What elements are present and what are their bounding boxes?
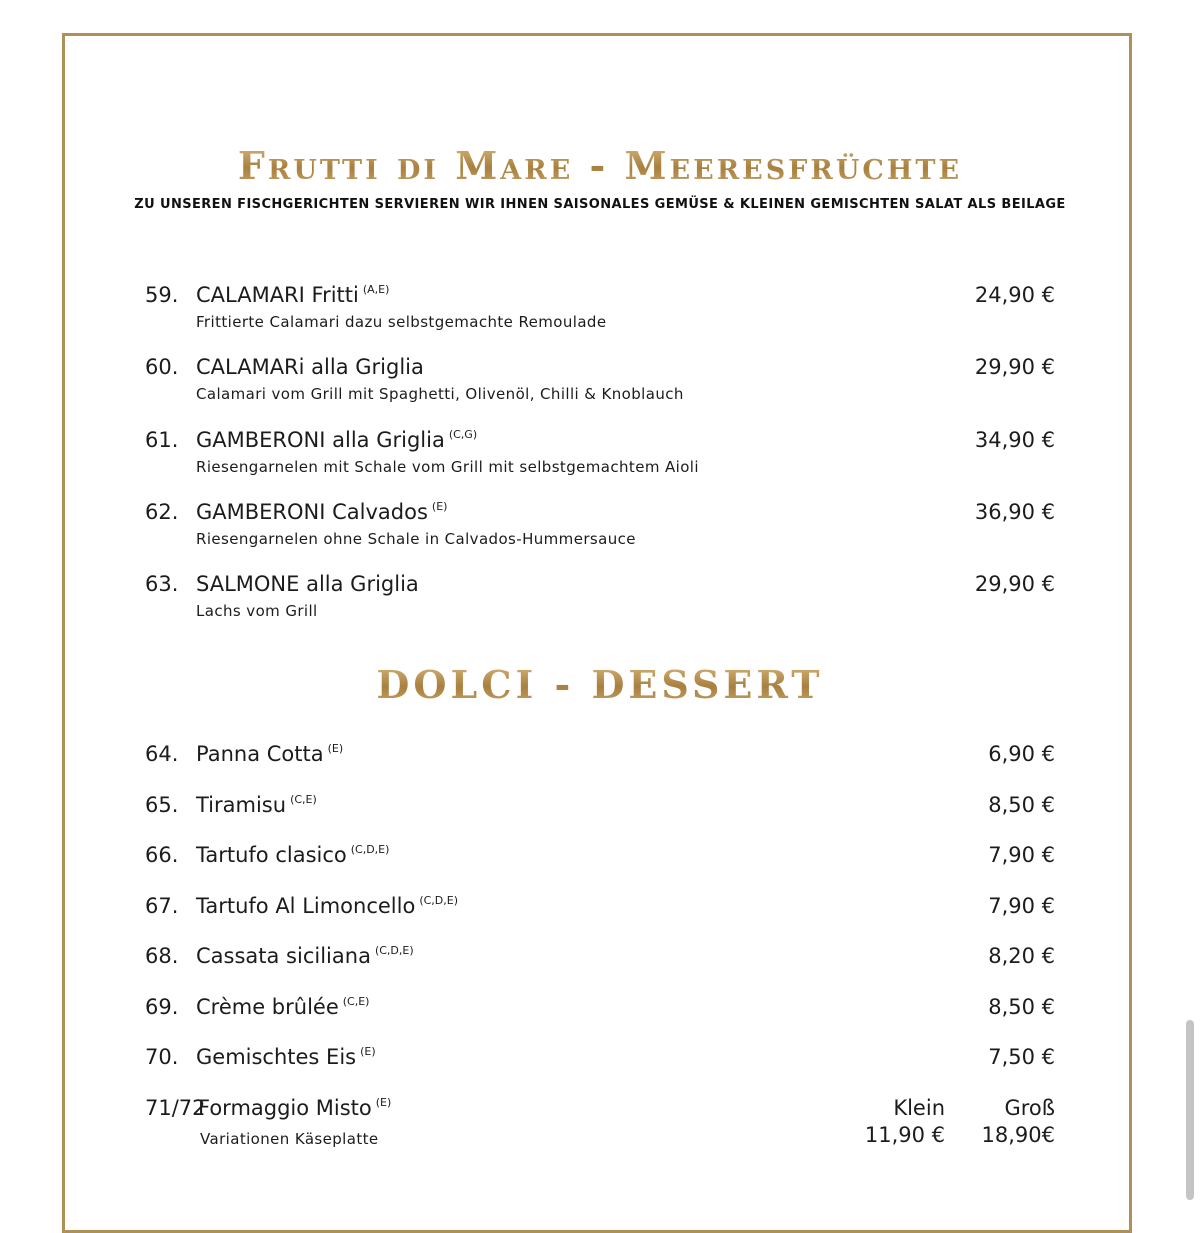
item-name-wrap — [196, 428, 477, 452]
section-title-seafood: Frutti di Mare - Meeresfrüchte — [0, 143, 1200, 188]
item-name-wrap — [196, 1045, 376, 1069]
item-price: 7,90 € — [988, 894, 1055, 918]
section-title-dessert: DOLCI - DESSERT — [0, 662, 1200, 707]
item-description: Riesengarnelen ohne Schale in Calvados-Hummersauce — [196, 530, 636, 548]
item-number: 65. — [145, 793, 179, 817]
item-name: CALAMARI Fritti — [196, 283, 359, 307]
item-price: 6,90 € — [988, 742, 1055, 766]
item-price: 36,90 € — [974, 500, 1055, 524]
item-description: Lachs vom Grill — [196, 602, 318, 620]
item-price: 8,20 € — [988, 944, 1055, 968]
item-number: 64. — [145, 742, 179, 766]
item-name: Cassata siciliana — [196, 944, 371, 968]
item-name: Tartufo Al Limoncello — [196, 894, 416, 918]
item-name: Panna Cotta — [196, 742, 324, 766]
item-name-wrap — [198, 1096, 391, 1120]
item-price: 29,90 € — [974, 572, 1055, 596]
item-allergens: (C,E) — [342, 995, 370, 1008]
item-name: CALAMARi alla Griglia — [196, 355, 424, 379]
item-number: 67. — [145, 894, 179, 918]
item-name: GAMBERONI alla Griglia — [196, 428, 445, 452]
section-subtitle-seafood: ZU UNSEREN FISCHGERICHTEN SERVIEREN WIR IHNEN SAISONALES GEMÜSE & KLEINEN GEMISCHTEN SALAT ALS BEILAGE — [134, 197, 1066, 212]
price-small: 11,90 € — [864, 1123, 945, 1147]
item-allergens: (C,D,E) — [350, 843, 390, 856]
scrollbar[interactable] — [1186, 1020, 1194, 1200]
item-allergens: (E) — [327, 742, 344, 755]
item-price: 8,50 € — [988, 793, 1055, 817]
size-label-small: Klein — [893, 1096, 945, 1120]
item-allergens: (C,G) — [448, 428, 478, 441]
item-number: 62. — [145, 500, 179, 524]
item-price: 29,90 € — [974, 355, 1055, 379]
item-name-wrap — [196, 843, 389, 867]
item-name: Formaggio Misto — [198, 1096, 372, 1120]
item-allergens: (C,D,E) — [419, 894, 459, 907]
item-name-wrap — [196, 742, 343, 766]
item-number: 61. — [145, 428, 179, 452]
item-price: 8,50 € — [988, 995, 1055, 1019]
item-number: 63. — [145, 572, 179, 596]
size-label-large: Groß — [1004, 1096, 1055, 1120]
item-name: SALMONE alla Griglia — [196, 572, 419, 596]
item-allergens: (E) — [431, 500, 448, 513]
item-name-wrap — [196, 283, 389, 307]
item-number: 70. — [145, 1045, 179, 1069]
item-number: 66. — [145, 843, 179, 867]
item-number: 60. — [145, 355, 179, 379]
item-name-wrap — [196, 355, 424, 379]
item-name: Crème brûlée — [196, 995, 339, 1019]
item-name-wrap — [196, 995, 369, 1019]
item-name: GAMBERONI Calvados — [196, 500, 428, 524]
item-name: Gemischtes Eis — [196, 1045, 357, 1069]
item-allergens: (E) — [360, 1045, 376, 1058]
item-name-wrap — [196, 894, 458, 918]
item-description: Calamari vom Grill mit Spaghetti, Olivenöl, Chilli & Knoblauch — [196, 385, 684, 403]
item-description: Frittierte Calamari dazu selbstgemachte Remoulade — [196, 313, 607, 331]
item-number: 59. — [145, 283, 179, 307]
item-description: Riesengarnelen mit Schale vom Grill mit selbstgemachtem Aioli — [196, 458, 699, 476]
item-number: 69. — [145, 995, 179, 1019]
item-allergens: (C,E) — [290, 793, 317, 806]
item-name-wrap — [196, 572, 419, 596]
item-name: Tartufo clasico — [196, 843, 347, 867]
item-name: Tiramisu — [196, 793, 287, 817]
item-name-wrap — [196, 944, 414, 968]
item-price: 24,90 € — [974, 283, 1055, 307]
item-number: 68. — [145, 944, 179, 968]
item-price: 7,90 € — [988, 843, 1055, 867]
item-number: 71/72 — [145, 1096, 206, 1120]
item-description: Variationen Käseplatte — [200, 1130, 379, 1148]
item-allergens: (E) — [375, 1096, 392, 1109]
item-name-wrap — [196, 793, 317, 817]
item-allergens: (A,E) — [362, 283, 390, 296]
item-allergens: (C,D,E) — [374, 944, 414, 957]
item-price: 7,50 € — [988, 1045, 1055, 1069]
price-large: 18,90€ — [981, 1123, 1055, 1147]
item-price: 34,90 € — [974, 428, 1055, 452]
item-name-wrap — [196, 500, 447, 524]
